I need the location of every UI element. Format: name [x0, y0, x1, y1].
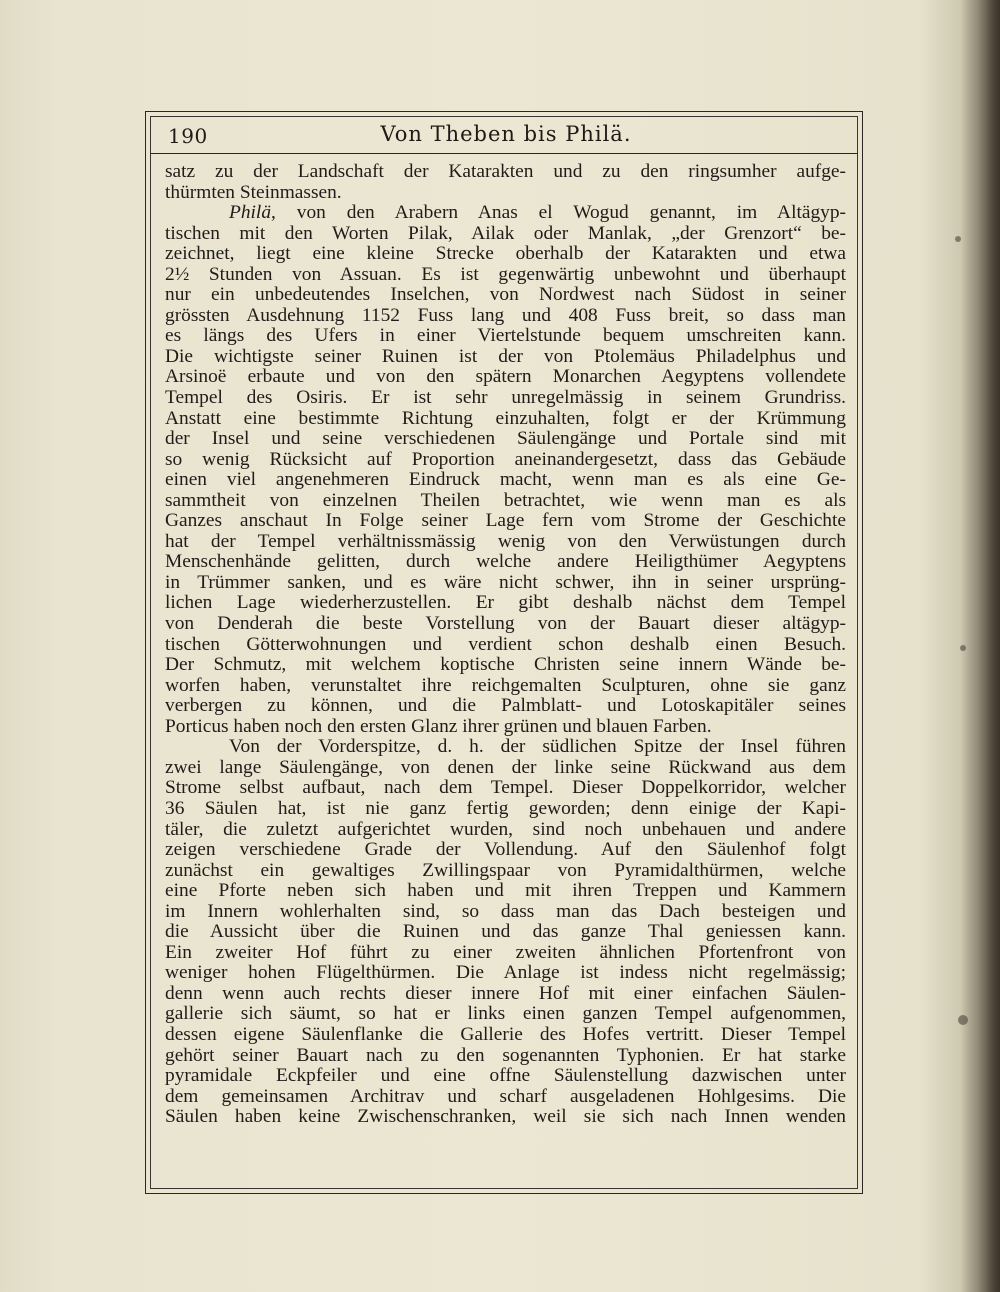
page-header — [168, 120, 844, 154]
ink-spot — [960, 645, 966, 651]
text-line: Der Schmutz, mit welchem koptische Christen seine innern Wände be- — [165, 654, 846, 676]
text-line: 36 Säulen hat, ist nie ganz fertig geworden; denn einige der Kapi- — [165, 797, 846, 819]
text-line: worfen haben, verunstaltet ihre reichgemalten Sculpturen, ohne sie ganz — [165, 674, 846, 696]
text-line: verbergen zu können, und die Palmblatt- und Lotoskapitäler seines — [165, 695, 846, 717]
page-number: 190 — [168, 124, 208, 148]
text-line: täler, die zuletzt aufgerichtet wurden, sind noch unbehauen und andere — [165, 818, 846, 840]
text-line: tischen mit den Worten Pilak, Ailak oder Manlak, „der Grenzort“ be- — [165, 222, 846, 244]
ink-spot — [958, 1015, 968, 1025]
text-line: zwei lange Säulengänge, von denen der linke seine Rückwand aus dem — [165, 756, 846, 778]
text-line: Ein zweiter Hof führt zu einer zweiten ähnlichen Pfortenfront von — [165, 941, 846, 963]
text-line: Anstatt eine bestimmte Richtung einzuhalten, folgt er der Krümmung — [165, 407, 846, 429]
text-line: Strome selbst aufbaut, nach dem Tempel. Dieser Doppelkorridor, welcher — [165, 777, 846, 799]
text-line: weniger hohen Flügelthürmen. Die Anlage ist indess nicht regelmässig; — [165, 962, 846, 984]
text-line: zeichnet, liegt eine kleine Strecke oberhalb der Katarakten und etwa — [165, 243, 846, 265]
text-line: so wenig Rücksicht auf Proportion aneinandergesetzt, dass das Gebäude — [165, 448, 846, 470]
text-line: 2½ Stunden von Assuan. Es ist gegenwärtig unbewohnt und überhaupt — [165, 263, 846, 285]
text-line: dessen eigene Säulenflanke die Gallerie des Hofes vertritt. Dieser Tempel — [165, 1023, 846, 1045]
text-line: Ganzes anschaut In Folge seiner Lage fern vom Strome der Geschichte — [165, 510, 846, 532]
text-line: gehört seiner Bauart nach zu den sogenannten Typhonien. Er hat starke — [165, 1044, 846, 1066]
body-text — [165, 162, 846, 1128]
header-rule — [150, 153, 858, 154]
text-line: Die wichtigste seiner Ruinen ist der von Ptolemäus Philadelphus und — [165, 345, 846, 367]
text-line: dem gemeinsamen Architrav und scharf ausgeladenen Hohlgesims. Die — [165, 1085, 846, 1107]
text-line-paragraph-start: Von der Vorderspitze, d. h. der südlichen Spitze der Insel führen — [229, 736, 846, 758]
text-line: Menschenhände gelitten, durch welche andere Heiligthümer Aegyptens — [165, 551, 846, 573]
text-line: thürmten Steinmassen. — [165, 181, 342, 203]
text-line: einen viel angenehmeren Eindruck macht, wenn man es als eine Ge- — [165, 469, 846, 491]
text-line: Porticus haben noch den ersten Glanz ihrer grünen und blauen Farben. — [165, 715, 712, 737]
page-gutter-shadow — [962, 0, 1000, 1292]
ink-spot — [955, 236, 961, 242]
text-line: der Insel und seine verschiedenen Säulengänge und Portale sind mit — [165, 428, 846, 450]
text-line: sammtheit von einzelnen Theilen betrachtet, wie wenn man es als — [165, 489, 846, 511]
text-line-paragraph-start: Philä, von den Arabern Anas el Wogud genannt, im Altägyp- — [229, 202, 846, 224]
text-line: eine Pforte neben sich haben und mit ihren Treppen und Kammern — [165, 880, 846, 902]
text-line: grössten Ausdehnung 1152 Fuss lang und 408 Fuss breit, so dass man — [165, 304, 846, 326]
text-line: satz zu der Landschaft der Katarakten und zu den ringsumher aufge- — [165, 161, 846, 182]
text-line: pyramidale Eckpfeiler und eine offne Säulenstellung dazwischen unter — [165, 1065, 846, 1087]
text-line: denn wenn auch rechts dieser innere Hof mit einer einfachen Säulen- — [165, 982, 846, 1004]
text-line: Säulen haben keine Zwischenschranken, weil sie sich nach Innen wenden — [165, 1106, 846, 1128]
text-line: Arsinoë erbaute und von den spätern Monarchen Aegyptens vollendete — [165, 366, 846, 388]
text-line: die Aussicht über die Ruinen und das ganze Thal geniessen kann. — [165, 921, 846, 943]
lemma-italic: Philä — [229, 202, 272, 224]
text-line: Tempel des Osiris. Er ist sehr unregelmässig in seinem Grundriss. — [165, 387, 846, 409]
text-line: in Trümmer sanken, und es wäre nicht schwer, ihn in seiner ursprüng- — [165, 571, 846, 593]
text-line: zunächst ein gewaltiges Zwillingspaar von Pyramidalthürmen, welche — [165, 859, 846, 881]
text-line: im Innern wohlerhalten sind, so dass man das Dach besteigen und — [165, 900, 846, 922]
text-line: zeigen verschiedene Grade der Vollendung. Auf den Säulenhof folgt — [165, 839, 846, 861]
text-line: lichen Lage wiederherzustellen. Er gibt deshalb nächst dem Tempel — [165, 592, 846, 614]
text-line: es längs des Ufers in einer Viertelstunde bequem umschreiten kann. — [165, 325, 846, 347]
text-line: hat der Tempel verhältnissmässig wenig von den Verwüstungen durch — [165, 530, 846, 552]
text-line: nur ein unbedeutendes Inselchen, von Nordwest nach Südost in seiner — [165, 284, 846, 306]
text-line: tischen Götterwohnungen und verdient schon deshalb einen Besuch. — [165, 633, 846, 655]
text-line: gallerie sich säumt, so hat er links einen ganzen Tempel aufgenommen, — [165, 1003, 846, 1025]
text-line: von Denderah die beste Vorstellung von der Bauart dieser altägyp- — [165, 613, 846, 635]
running-title: Von Theben bis Philä. — [380, 122, 632, 146]
